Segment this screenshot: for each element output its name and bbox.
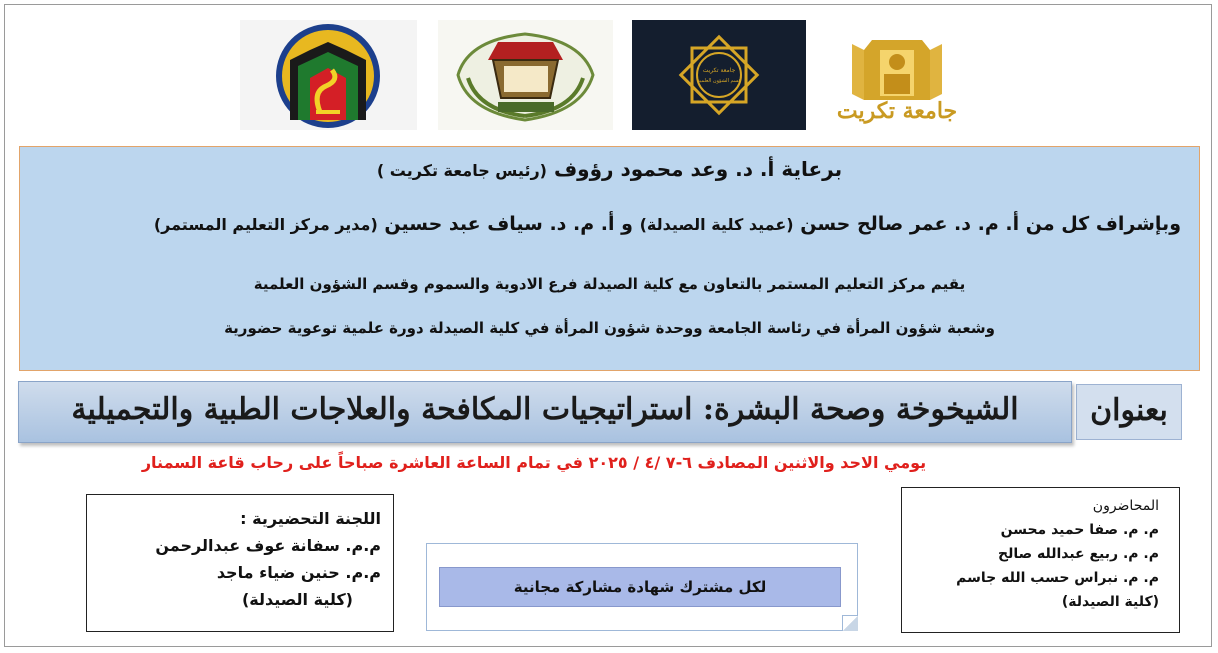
certificate-text: لكل مشترك شهادة مشاركة مجانية: [439, 567, 841, 607]
star-emblem-icon: [632, 20, 806, 130]
tikrit-logo-text: جامعة تكريت: [836, 98, 958, 124]
sponsor-title: (رئيس جامعة تكريت ): [376, 161, 547, 180]
sponsorship-line: [20, 157, 1199, 181]
lecturer-name: م. م. ربيع عبدالله صالح: [997, 546, 1159, 562]
tikrit-university-logo: [812, 20, 982, 130]
logos-row: [0, 20, 1218, 132]
title-label: بعنوان: [1076, 384, 1182, 440]
lecturer-name: م. م. صفا حميد محسن: [1000, 522, 1159, 538]
education-emblem-icon: [438, 20, 613, 130]
lecturers-box: [901, 487, 1180, 633]
committee-member: م.م. سفانة عوف عبدالرحمن: [155, 536, 381, 555]
schedule-line: يومي الاحد والاثنين المصادف ٦-٧ /٤ / ٢٠٢٥ في تمام الساعة العاشرة صباحاً على رحاب قاعة السمنار: [141, 453, 927, 472]
continuing-education-center-logo: [438, 20, 613, 130]
supervisor-one: وبإشراف كل من أ. م. د. عمر صالح حسن: [800, 213, 1181, 235]
sponsorship-box: [19, 146, 1200, 371]
preparatory-committee-box: [86, 494, 394, 632]
committee-heading: اللجنة التحضيرية :: [240, 509, 381, 528]
course-description-line: وشعبة شؤون المرأة في رئاسة الجامعة ووحدة شؤون المرأة في كلية الصيدلة دورة علمية توعوية حضورية: [224, 319, 995, 337]
lecturer-name: م. م. نبراس حسب الله جاسم: [956, 570, 1159, 586]
svg-text:جامعة تكريت: جامعة تكريت: [702, 67, 736, 74]
supervisor-one-title: (عميد كلية الصيدلة): [639, 215, 794, 234]
certificate-box: [426, 543, 858, 631]
women-affairs-unit-logo: [632, 20, 806, 130]
svg-text:قسم الشؤون العلمية: قسم الشؤون العلمية: [697, 78, 741, 84]
sponsor-name: برعاية أ. د. وعد محمود رؤوف: [553, 157, 843, 181]
course-title: الشيخوخة وصحة البشرة: استراتيجيات المكافحة والعلاجات الطبية والتجميلية: [18, 381, 1072, 443]
supervision-line: [154, 213, 1181, 235]
lecturers-affiliation: (كلية الصيدلة): [1061, 594, 1159, 610]
lecturers-heading: المحاضرون: [1092, 498, 1159, 514]
organizer-line: يقيم مركز التعليم المستمر بالتعاون مع كلية الصيدلة فرع الادوية والسموم وقسم الشؤون العلمية: [253, 275, 966, 293]
committee-affiliation: (كلية الصيدلة): [241, 590, 353, 609]
committee-member: م.م. حنين ضياء ماجد: [216, 563, 381, 582]
supervisor-two-title: (مدير مركز التعليم المستمر): [153, 215, 378, 234]
page-fold-corner: [842, 615, 858, 631]
pharmacy-emblem-icon: [240, 20, 417, 130]
supervisor-two: و أ. م. د. سياف عبد حسين: [384, 213, 633, 235]
pharmacy-college-logo: [240, 20, 417, 130]
